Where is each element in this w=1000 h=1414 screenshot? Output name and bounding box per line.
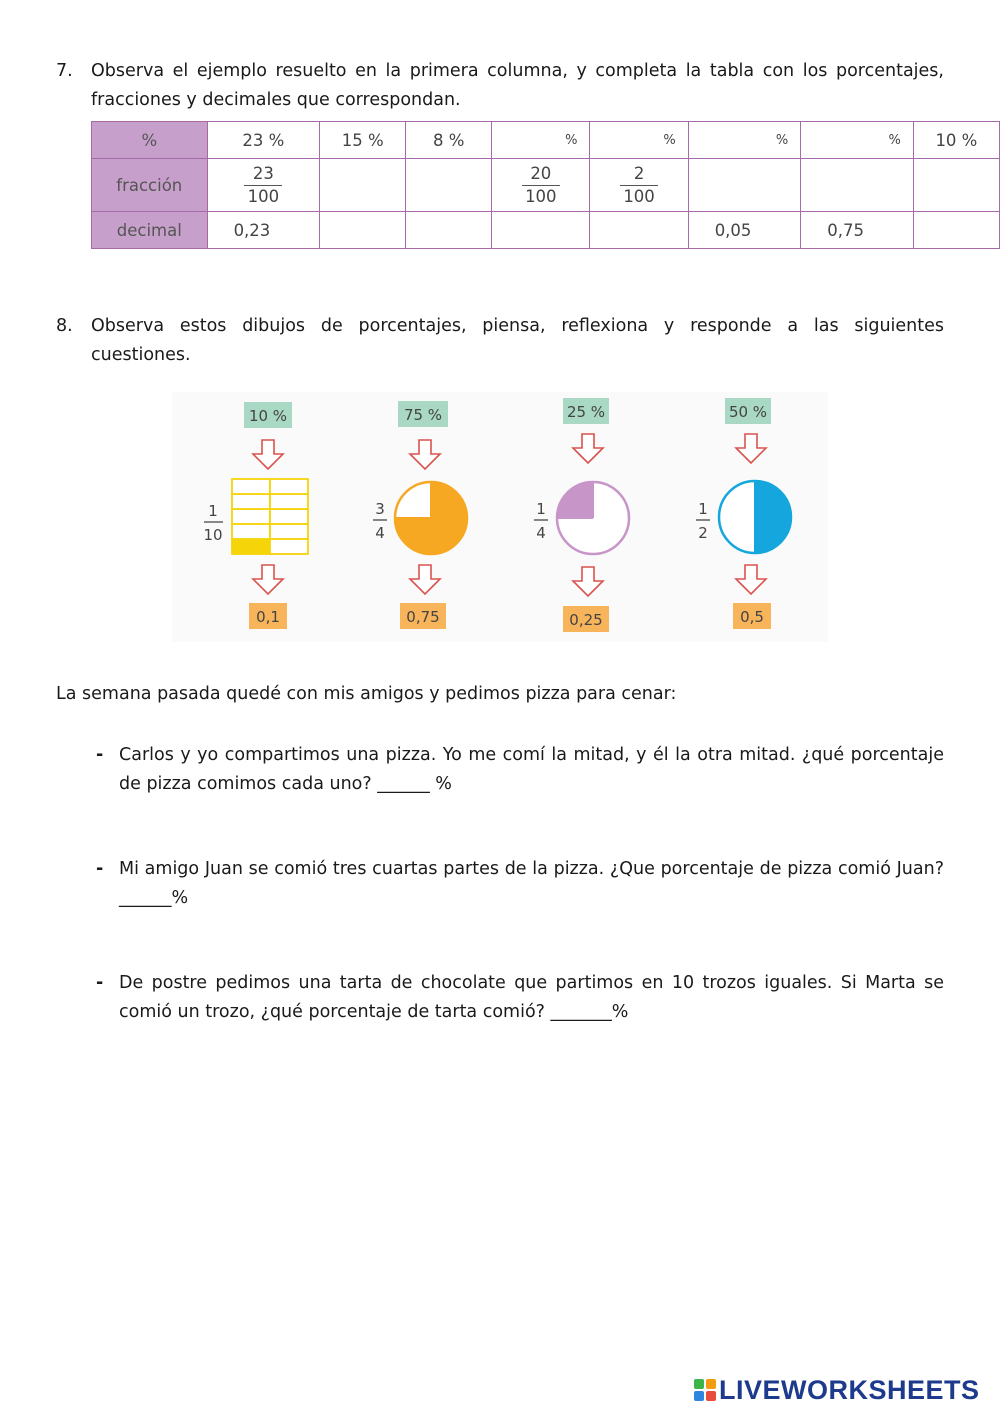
decimal-cell: 0,75 <box>801 212 914 249</box>
decimal-label: 0,5 <box>740 608 764 626</box>
fraction-denominator: 4 <box>536 524 546 542</box>
decimal-label: 0,75 <box>406 608 440 626</box>
percent-label: 50 % <box>728 403 768 421</box>
question-item <box>96 855 944 912</box>
decimal-cell: 0,05 <box>688 212 801 249</box>
fraction-numerator: 1 <box>698 500 708 518</box>
fraction-numerator: 2 <box>633 163 645 183</box>
question-item <box>96 741 944 798</box>
liveworksheets-logo-icon <box>694 1379 716 1401</box>
three-quarters-circle <box>395 482 467 554</box>
fraction-denominator: 4 <box>375 524 385 542</box>
percent-label: 75 % <box>403 406 443 424</box>
fraction-numerator: 3 <box>375 500 385 518</box>
percent-figures <box>0 0 1000 660</box>
grid-cell <box>270 494 308 509</box>
grid-cell <box>270 509 308 524</box>
grid-cell <box>232 494 270 509</box>
question-item-text: Carlos y yo compartimos una pizza. Yo me comí la mitad, y él la otra mitad. ¿qué porcentaje de pizza comimos cada uno? ______ % <box>119 745 944 794</box>
fraction-denominator: 10 <box>203 526 223 544</box>
percent-cell: 8 % <box>406 122 492 159</box>
intro-text: La semana pasada quedé con mis amigos y pedimos pizza para cenar: <box>56 684 677 704</box>
question-item-text: De postre pedimos una tarta de chocolate que partimos en 10 trozos iguales. Si Marta se comió un trozo, ¿qué porcentaje de tarta comió? _______% <box>119 973 944 1022</box>
decimal-cell: 0,23 <box>207 212 320 249</box>
liveworksheets-logo[interactable] <box>694 1375 980 1405</box>
bullet-dash: - <box>96 745 104 765</box>
percent-answer-cell[interactable]: % <box>801 122 914 159</box>
question-item <box>96 969 944 1026</box>
percent-label: 10 % <box>248 407 288 425</box>
fraction-denominator: 2 <box>698 524 708 542</box>
percent-label: 25 % <box>566 403 606 421</box>
fraction-numerator: 20 <box>530 163 552 183</box>
logo-text: LIVEWORKSHEETS <box>719 1374 980 1405</box>
percent-cell: 10 % <box>913 122 999 159</box>
grid-cell <box>232 509 270 524</box>
question-number: 7. <box>56 61 73 81</box>
row-label-percent: % <box>92 122 208 159</box>
question-number: 8. <box>56 316 73 336</box>
grid-cell <box>232 524 270 539</box>
half-circle <box>719 481 791 553</box>
fraction-numerator: 23 <box>252 163 274 183</box>
fraction-numerator: 1 <box>536 500 546 518</box>
question-text: Observa estos dibujos de porcentajes, piensa, reflexiona y responde a las siguientes cuestiones. <box>91 316 944 365</box>
question-item-text: Mi amigo Juan se comió tres cuartas partes de la pizza. ¿Que porcentaje de pizza comió Juan? ______% <box>119 859 944 908</box>
question-text: Observa el ejemplo resuelto en la primera columna, y completa la tabla con los porcentajes, fracciones y decimales que correspondan. <box>91 61 944 110</box>
one-quarter-circle <box>557 482 629 554</box>
percent-answer-cell[interactable]: % <box>688 122 801 159</box>
decimal-label: 0,1 <box>256 608 280 626</box>
percent-answer-cell[interactable]: % <box>492 122 590 159</box>
bullet-dash: - <box>96 859 104 879</box>
grid-cell <box>270 479 308 494</box>
percent-cell: 15 % <box>320 122 406 159</box>
decimal-label: 0,25 <box>569 611 603 629</box>
tenths-grid <box>232 479 308 554</box>
row-label-decimal: decimal <box>92 212 208 249</box>
percent-cell: 23 % <box>207 122 320 159</box>
percent-answer-cell[interactable]: % <box>590 122 688 159</box>
fraction-denominator: 100 <box>525 187 557 207</box>
grid-cell <box>232 479 270 494</box>
fraction-denominator: 100 <box>623 187 655 207</box>
grid-cell <box>270 524 308 539</box>
fraction-denominator: 100 <box>247 187 280 207</box>
grid-cell-shaded <box>232 539 270 554</box>
bullet-dash: - <box>96 973 104 993</box>
grid-cell <box>270 539 308 554</box>
fraction-numerator: 1 <box>208 502 218 520</box>
row-label-fraction: fracción <box>92 159 208 212</box>
